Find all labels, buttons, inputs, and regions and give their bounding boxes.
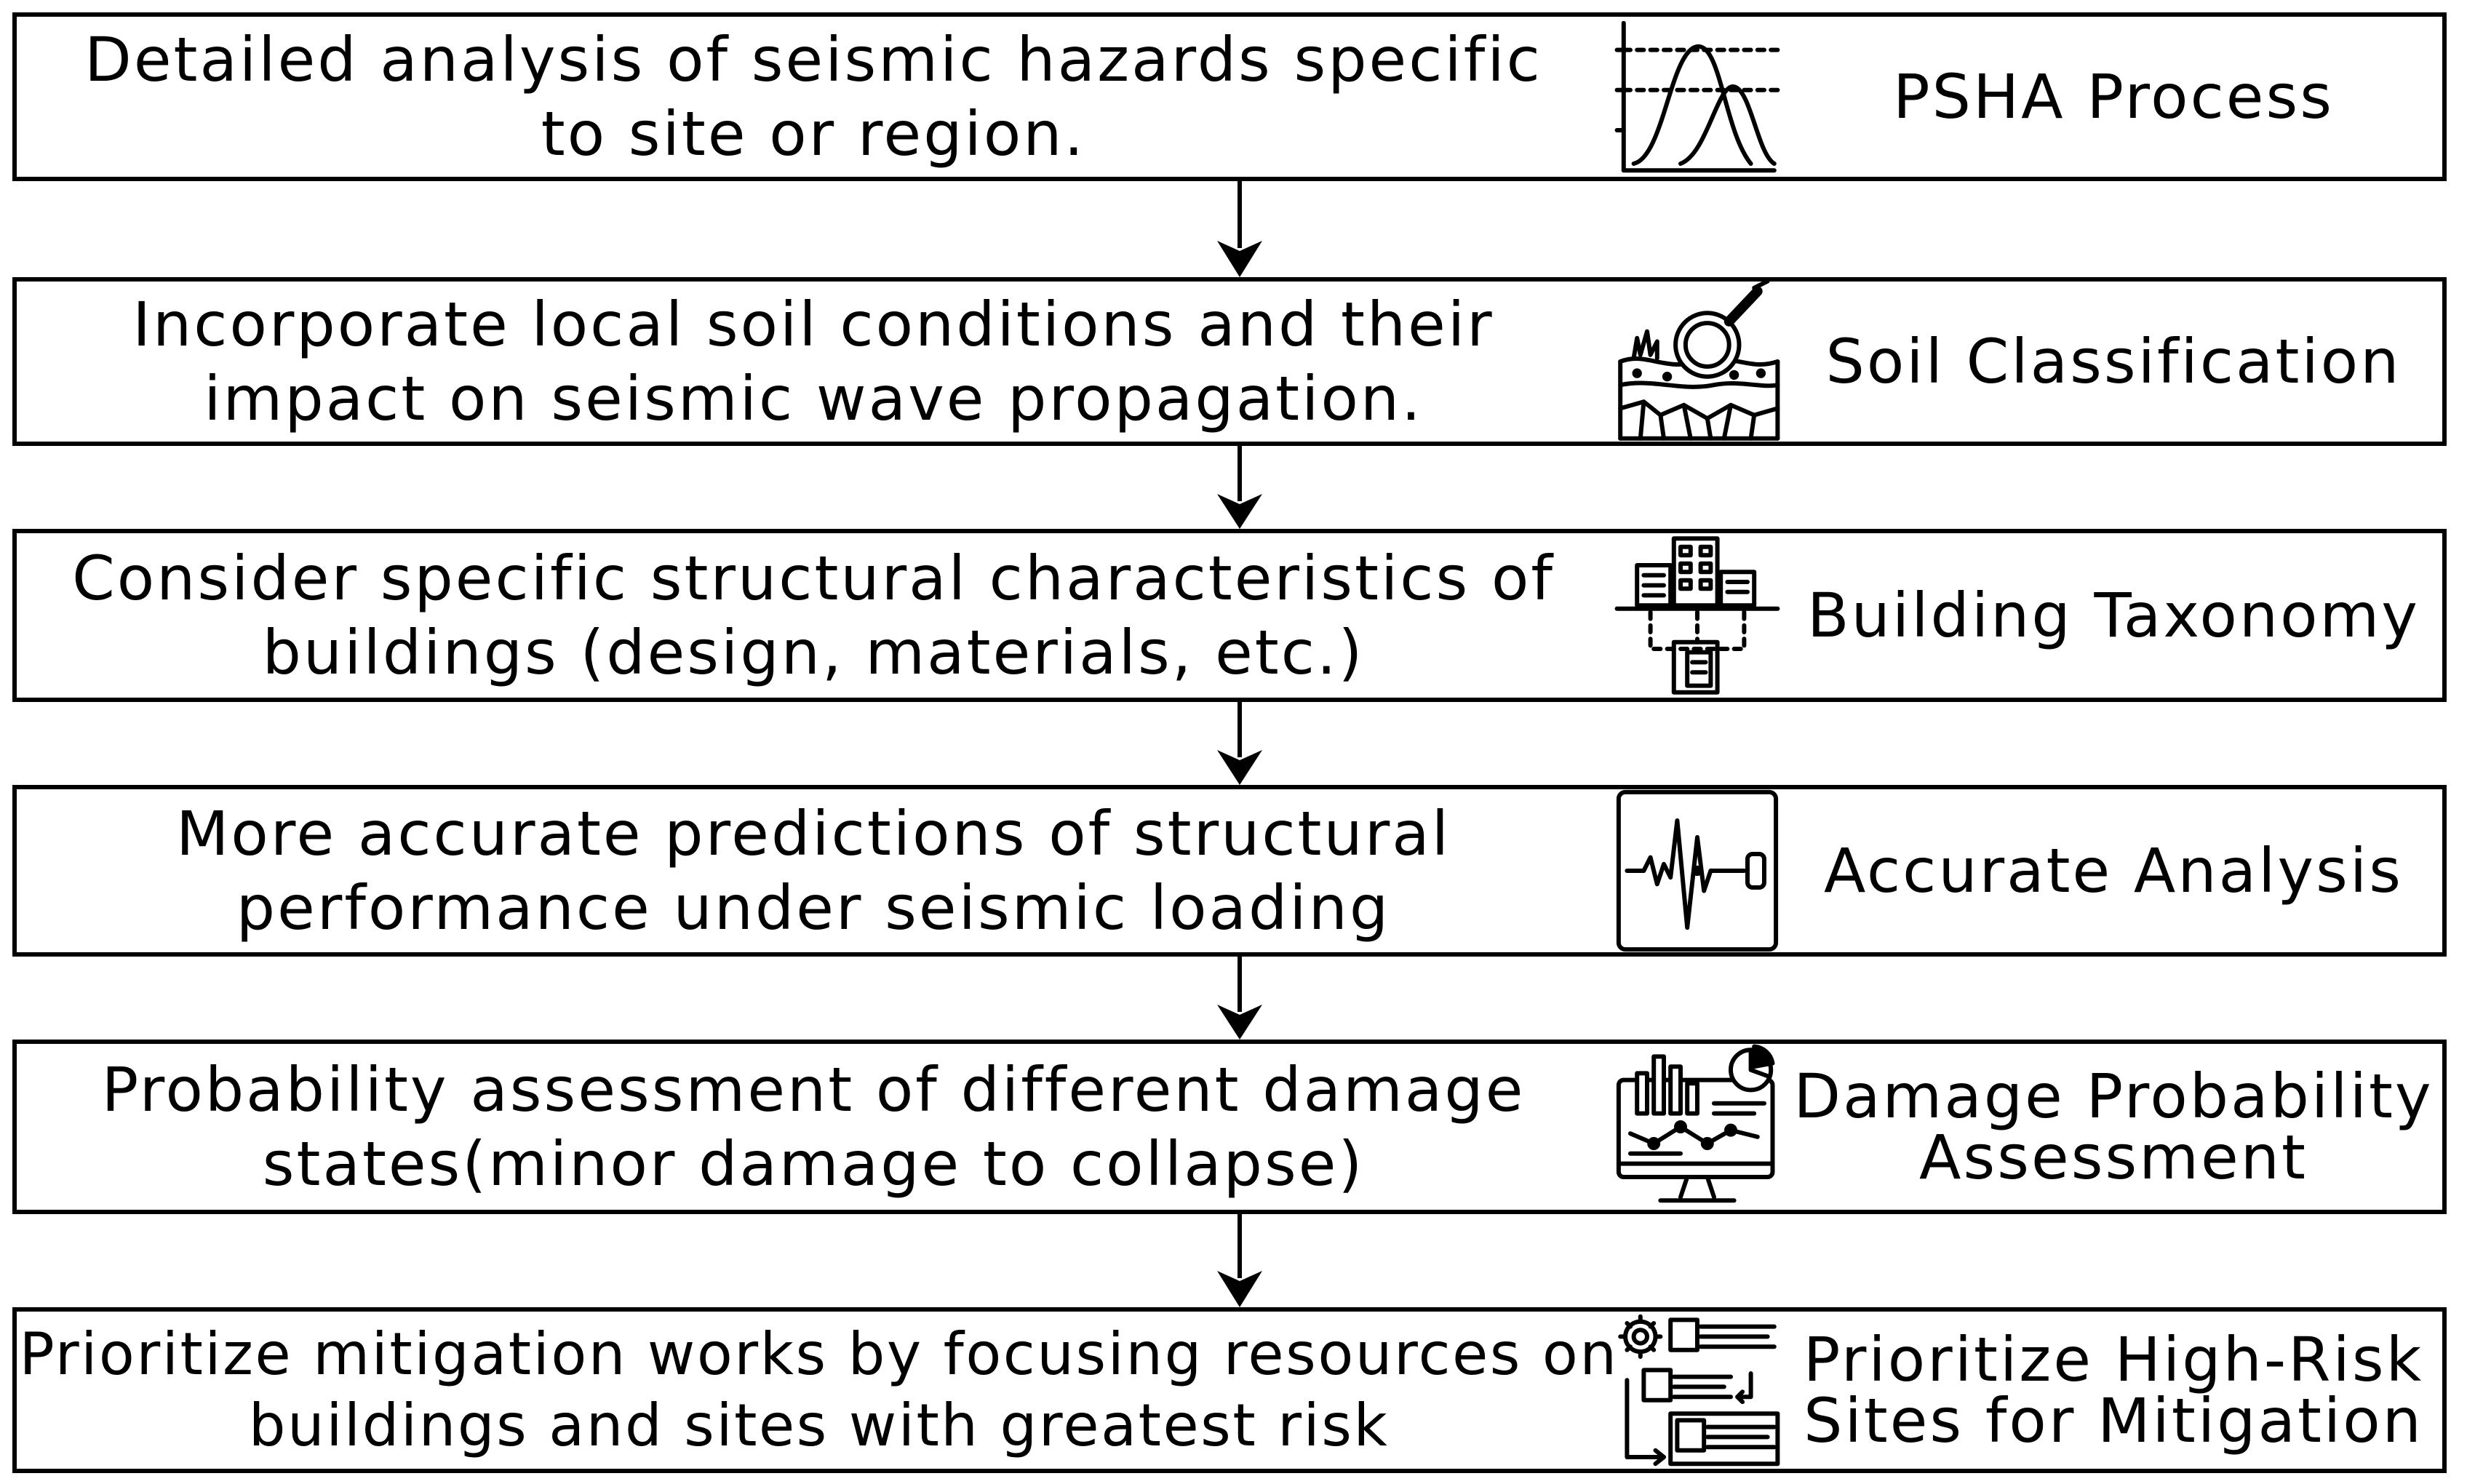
seismograph-icon	[1614, 787, 1781, 954]
step-description: Probability assessment of different damage states(minor damage to collapse)	[101, 1053, 1526, 1200]
psha-curve-icon	[1614, 13, 1781, 180]
priority-list-icon	[1614, 1307, 1781, 1474]
step-description: Consider specific structural characteristics of buildings (design, materials, etc.)	[72, 542, 1555, 688]
step-label: Building Taxonomy	[1806, 580, 2420, 651]
step-box-building	[12, 529, 2447, 702]
step-box-psha	[12, 12, 2447, 181]
soil-magnifier-icon	[1614, 278, 1781, 445]
building-hierarchy-icon	[1614, 532, 1781, 699]
step-label: Damage Probability Assessment	[1793, 1061, 2434, 1193]
step-description: Prioritize mitigation works by focusing resources on buildings and sites with greatest risk	[19, 1320, 1619, 1459]
flow-arrow	[1214, 1214, 1265, 1307]
step-box-damage	[12, 1040, 2447, 1214]
step-box-soil	[12, 277, 2447, 446]
flow-arrow	[1214, 181, 1265, 277]
flow-arrow	[1214, 957, 1265, 1040]
step-box-analysis	[12, 785, 2447, 957]
step-label: PSHA Process	[1893, 61, 2334, 132]
step-label: Accurate Analysis	[1823, 835, 2403, 906]
step-label: Prioritize High-Risk Sites for Mitigation	[1803, 1324, 2424, 1456]
step-description: More accurate predictions of structural performance under seismic loading	[175, 797, 1451, 944]
step-description: Detailed analysis of seismic hazards specific to site or region.	[84, 23, 1542, 169]
step-box-prioritize	[12, 1307, 2447, 1473]
step-description: Incorporate local soil conditions and their impact on seismic wave propagation.	[132, 288, 1494, 434]
flow-arrow	[1214, 446, 1265, 529]
dashboard-monitor-icon	[1614, 1043, 1781, 1210]
flow-arrow	[1214, 702, 1265, 785]
step-label: Soil Classification	[1825, 326, 2402, 397]
